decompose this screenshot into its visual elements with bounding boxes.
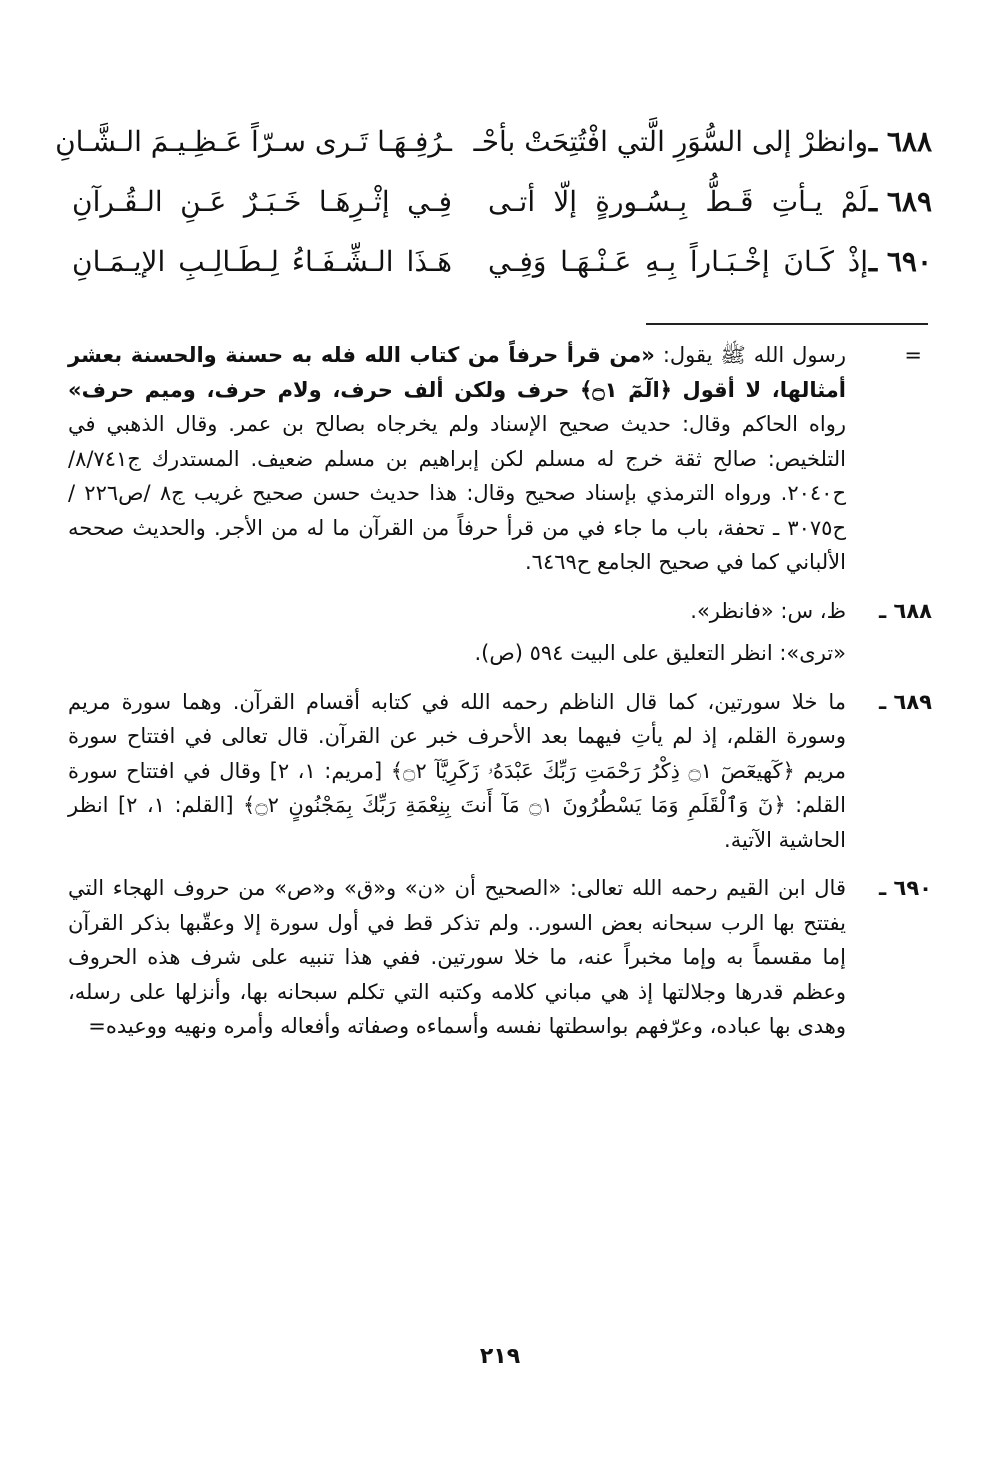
page-number: ٢١٩ bbox=[479, 1344, 521, 1369]
continuation-marker: = bbox=[904, 343, 922, 367]
verse-first-hemistich: لَمْ يـأتِ قَـطُّ بِـسُـورةٍ إلّا أتـى bbox=[488, 185, 868, 218]
footnote-690 bbox=[68, 871, 932, 1044]
verse-688 bbox=[55, 112, 932, 172]
footnote-number: ٦٨٨ ـ bbox=[879, 598, 932, 623]
quran-quote: ﴿كٓهيعٓصٓ ۝١ ذِكْرُ رَحْمَتِ رَبِّكَ عَبْدَهُۥ زَكَرِيَّآ ۝٢﴾ bbox=[390, 758, 795, 783]
footnote-text: [مريم: ١، ٢] وقال في افتتاح سورة القلم: bbox=[68, 758, 846, 817]
footnote-688-extra bbox=[68, 636, 932, 671]
verse-second-hemistich: هَـذَا الـشِّـفَـاءُ لِـطَـالِـبِ الإيـمَـانِ bbox=[72, 245, 452, 278]
verse-block bbox=[55, 112, 932, 292]
footnote-number: ٦٩٠ ـ bbox=[879, 876, 932, 900]
verse-second-hemistich: ـرُفِـهَـا تَـرى سـرّاً عَـظِـيـمَ الـشَّـانِ bbox=[55, 125, 452, 158]
verse-number: ٦٨٨ ـ bbox=[868, 125, 932, 158]
footnote-number: ٦٨٩ ـ bbox=[879, 689, 932, 714]
verse-number: ٦٩٠ ـ bbox=[868, 245, 932, 278]
footnote-text: قال ابن القيم رحمه الله تعالى: «الصحيح أن «ن» و«ق» و«ص» من حروف الهجاء التي يفتتح بها الرب سبحانه بعض السور.. ولم تذكر قط في أول سورة إلا وعقّبها بذكر القرآن إما مقسماً به وإما مخبراً عنه، ما خلا سورتين. ففي هذا تنبيه على شرف هذه الحروف وعظم قدرها وجلالتها إذ هي مباني كلامه وكتبه التي تكلم سبحانه بها، وأنزلها على رسله، وهدى بها عباده، وعرّفهم بواسطتها نفسه وأسماءه وصفاته وأفعاله وأمره ونهيه ووعيده= bbox=[68, 876, 846, 1038]
verse-690 bbox=[68, 232, 932, 292]
footnote-text: «ترى»: انظر التعليق على البيت ٥٩٤ (ص). bbox=[474, 641, 846, 665]
footnote-text: رسول الله ﷺ يقول: bbox=[654, 343, 846, 367]
footnote-688 bbox=[68, 594, 932, 629]
verse-number: ٦٨٩ ـ bbox=[868, 185, 932, 218]
footnote-text: ظ، س: «فانظر». bbox=[690, 598, 846, 623]
footnote-text: رواه الحاكم وقال: حديث صحيح الإسناد ولم يخرجاه بصالح بن عمر. وقال الذهبي في التلخيص: صالح ثقة خرج له مسلم لكن إبراهيم بن مسلم ضعيف. المستدرك ج٨/٧٤١/ ح٢٠٤٠. ورواه الترمذي بإسناد صحيح وقال: هذا حديث حسن صحيح غريب ج٨ /ص٢٢٦ /ح٣٠٧٥ ـ تحفة، باب ما جاء في من قرأ حرفاً من القرآن ما له من الأجر. والحديث صححه الألباني كما في صحيح الجامع ح٦٤٦٩. bbox=[68, 412, 846, 574]
footnote-text: [القلم: ١، ٢] انظر الحاشية الآتية. bbox=[68, 793, 846, 852]
footnote-separator bbox=[646, 323, 928, 325]
verse-689 bbox=[68, 172, 932, 232]
hadith-quote: «من قرأ حرفاً من كتاب الله فله به حسنة والحسنة بعشر أمثالها، لا أقول ﴿الٓمٓ ۝١﴾ حرف ولكن ألف حرف، ولام حرف، وميم حرف» bbox=[68, 343, 846, 402]
footnote-689 bbox=[68, 685, 932, 858]
verse-second-hemistich: فِـي إثْـرِهَـا خَـبَـرٌ عَـنِ الـقُـرآنِ bbox=[72, 185, 452, 218]
footnotes bbox=[68, 338, 932, 1058]
verse-first-hemistich: إذْ كَـانَ إخْـبَـاراً بِـهِ عَـنْـهَـا وَفِـي bbox=[488, 245, 868, 278]
footnote-continuation bbox=[68, 338, 932, 580]
verse-first-hemistich: وانظرْ إلى السُّوَرِ الَّتي افْتُتِحَتْ بأحْـ bbox=[473, 125, 868, 158]
quran-quote: ﴿نٓ وَٱلْقَلَمِ وَمَا يَسْطُرُونَ ۝١ مَآ أَنتَ بِنِعْمَةِ رَبِّكَ بِمَجْنُونٍ ۝٢﴾ bbox=[243, 793, 786, 817]
footnote-text: ما خلا سورتين، كما قال الناظم رحمه الله في كتابه أقسام القرآن. وهما سورة مريم وسورة القلم، إذ لم يأتِ فيهما بعد الأحرف خبر عن القرآن. قال تعالى في افتتاح سورة مريم bbox=[68, 689, 847, 783]
